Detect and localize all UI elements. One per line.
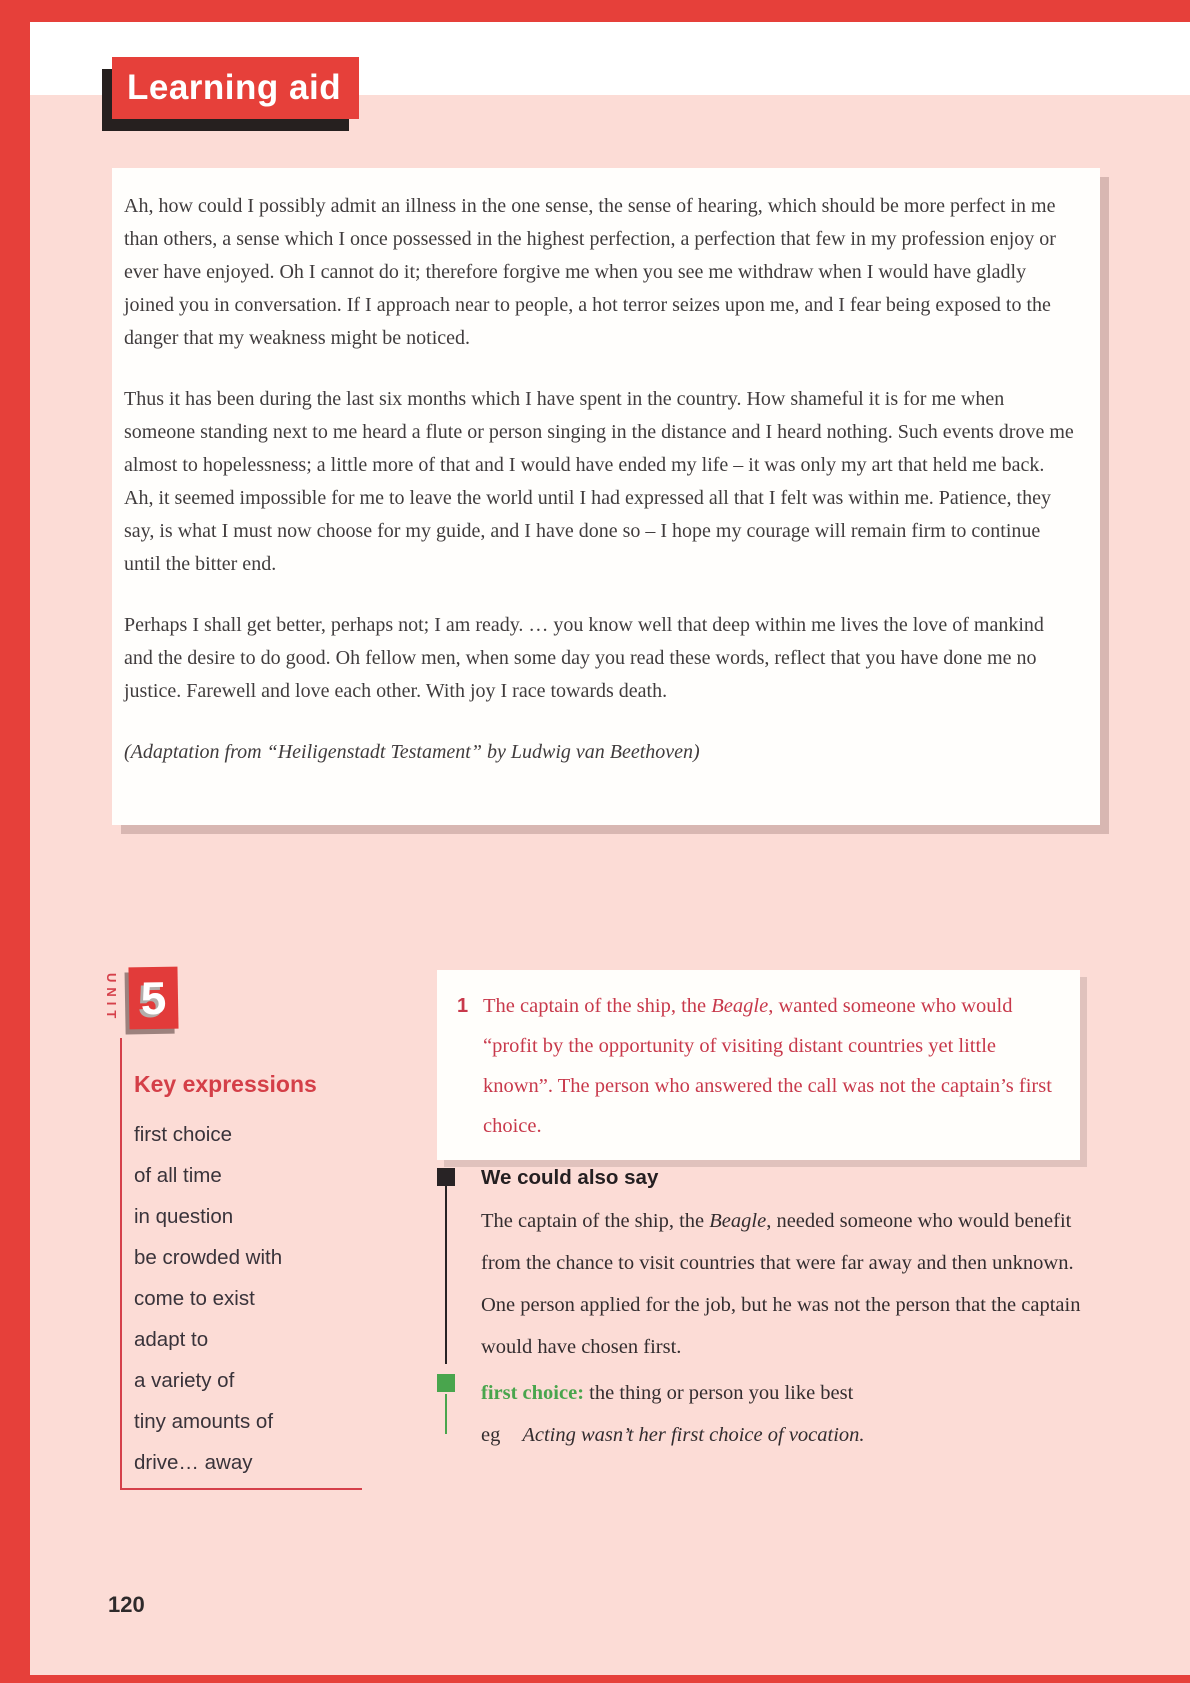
also-say-heading: We could also say <box>481 1166 659 1189</box>
ship-name: Beagle <box>711 995 769 1017</box>
exercise-text <box>483 986 1052 1146</box>
letter-paragraph: Perhaps I shall get better, perhaps not; I am ready. … you know well that deep within me lives the love of mankind and the desire to do good. Oh fellow men, when some day you read these words, reflect that you have done me no justice. Farewell and love each other. With joy I race towards death. <box>124 614 1044 702</box>
list-item: tiny amounts of <box>134 1410 274 1433</box>
page-edge-bottom <box>0 1675 1190 1683</box>
unit-label: UNIT <box>104 973 119 1024</box>
key-expressions-list <box>134 1114 364 1483</box>
bullet-stem-line <box>445 1186 447 1364</box>
eg-label: eg <box>481 1424 501 1446</box>
square-bullet-icon <box>437 1168 455 1186</box>
unit-number: 5 <box>140 971 167 1025</box>
banner-label: Learning aid <box>127 68 342 107</box>
list-item: drive… away <box>134 1451 253 1474</box>
list-item: of all time <box>134 1164 222 1187</box>
list-item: adapt to <box>134 1328 209 1351</box>
sidebar-border-vertical <box>120 1038 122 1490</box>
letter-citation: (Adaptation from “Heiligenstadt Testament” by Ludwig van Beethoven) <box>124 741 700 763</box>
letter-excerpt-box <box>112 168 1100 825</box>
page-edge-left <box>0 0 30 1683</box>
key-expressions-heading: Key expressions <box>134 1071 317 1097</box>
also-say-text <box>481 1200 1082 1368</box>
also-say-text-pre: The captain of the ship, the <box>481 1210 710 1232</box>
definition-line <box>481 1372 1082 1414</box>
letter-paragraph: Thus it has been during the last six months which I have spent in the country. How shameful it is for me when someone standing next to me heard a flute or person singing in the distance and I heard nothing. Such events drove me almost to hopelessness; a little more of that and I would have ended my life – it was only my art that held me back. Ah, it seemed impossible for me to leave the world until I had expressed all that I felt was within me. Patience, they say, is what I must now choose for my guide, and I have done so – I hope my courage will remain firm to continue until the bitter end. <box>124 388 1074 575</box>
green-stem-line <box>445 1394 447 1434</box>
list-item: a variety of <box>134 1369 235 1392</box>
page-edge-top <box>0 0 1190 22</box>
exercise-number: 1 <box>457 995 469 1017</box>
key-expressions-panel <box>134 1071 364 1483</box>
list-item: first choice <box>134 1123 232 1146</box>
definition-term: first choice: <box>481 1382 585 1404</box>
sidebar-border-horizontal <box>120 1488 362 1490</box>
also-say-text-post: , needed someone who would benefit from the chance to visit countries that were far away and then unknown. One person applied for the job, but he was not the person that the captain would have chosen first. <box>481 1210 1081 1358</box>
letter-paragraph: Ah, how could I possibly admit an illness in the one sense, the sense of hearing, which should be more perfect in me than others, a sense which I once possessed in the highest perfection, a perfection that few in my profession enjoy or ever have enjoyed. Oh I cannot do it; therefore forgive me when you see me withdraw when I would have gladly joined you in conversation. If I approach near to people, a hot terror seizes upon me, and I fear being exposed to the danger that my weakness might be noticed. <box>124 195 1056 349</box>
example-line <box>481 1414 1082 1456</box>
we-could-also-say-section <box>437 1166 1082 1368</box>
unit-number-badge <box>128 967 178 1030</box>
green-bullet-icon <box>437 1374 455 1392</box>
learning-aid-banner <box>112 57 359 119</box>
list-item: come to exist <box>134 1287 255 1310</box>
list-item: in question <box>134 1205 234 1228</box>
exercise-text-pre: The captain of the ship, the <box>483 995 712 1017</box>
definition-section <box>437 1372 1082 1456</box>
page-number: 120 <box>108 1592 145 1617</box>
list-item: be crowded with <box>134 1246 283 1269</box>
example-sentence: Acting wasn’t her first choice of vocation. <box>522 1424 865 1446</box>
exercise-text-post: , wanted someone who would “profit by the opportunity of visiting distant countries yet little known”. The person who answered the call was not the captain’s first choice. <box>483 995 1052 1137</box>
exercise-1-box <box>437 970 1080 1160</box>
ship-name: Beagle <box>709 1210 767 1232</box>
definition-meaning: the thing or person you like best <box>584 1382 854 1404</box>
